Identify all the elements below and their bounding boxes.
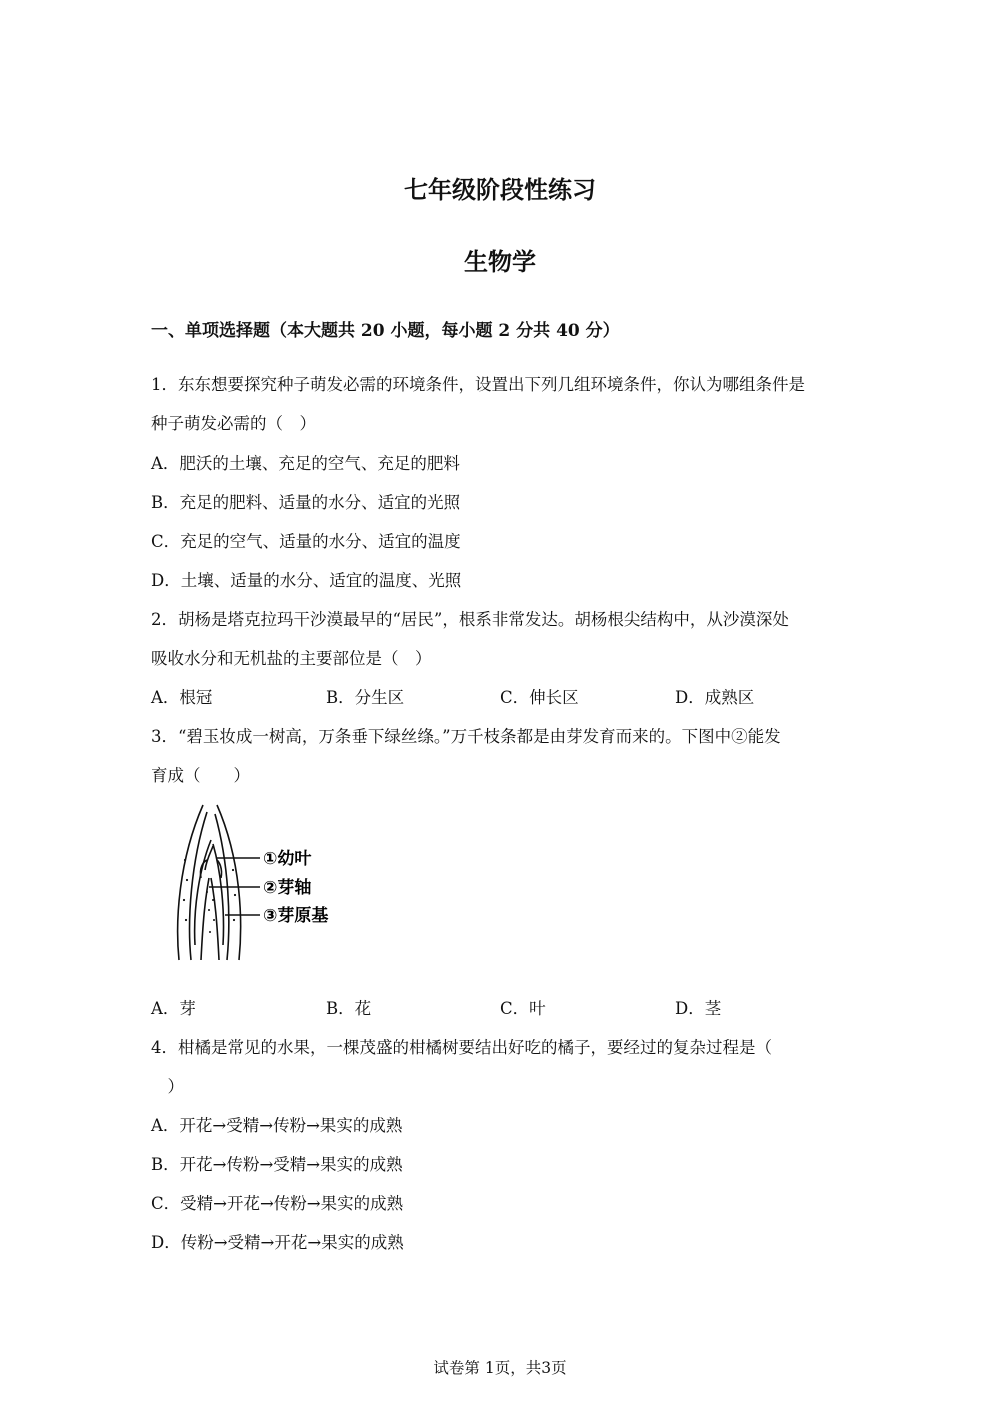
option-c: C．伸长区 [500, 688, 579, 707]
question-stem-line: 育成（ ） [151, 766, 250, 785]
figure-label-bud-primordium: ③芽原基 [263, 906, 329, 926]
option-d: D．传粉→受精→开花→果实的成熟 [151, 1233, 404, 1252]
option-d: D．土壤、适量的水分、适宜的温度、光照 [151, 571, 462, 590]
option-c: C．叶 [500, 999, 546, 1018]
question-stem-line: 2．胡杨是塔克拉玛干沙漠最早的“居民”，根系非常发达。胡杨根尖结构中，从沙漠深处 [151, 610, 789, 629]
section-heading: 一、单项选择题（本大题共 20 小题，每小题 2 分共 40 分） [151, 321, 620, 341]
option-b: B．分生区 [326, 688, 405, 707]
option-a: A．根冠 [151, 688, 213, 707]
option-c: C．受精→开花→传粉→果实的成熟 [151, 1194, 404, 1213]
option-b: B．开花→传粉→受精→果实的成熟 [151, 1155, 403, 1174]
question-stem-line: ） [151, 1077, 184, 1096]
option-a: A．开花→受精→传粉→果实的成熟 [151, 1116, 403, 1135]
page-footer: 试卷第 1页，共3页 [433, 1359, 567, 1377]
option-c: C．充足的空气、适量的水分、适宜的温度 [151, 532, 461, 551]
question-stem-line: 种子萌发必需的（ ） [151, 414, 316, 433]
option-a: A．肥沃的土壤、充足的空气、充足的肥料 [151, 454, 460, 473]
question-stem-line: 吸收水分和无机盐的主要部位是（ ） [151, 649, 432, 668]
question-stem-line: 3．“碧玉妆成一树高，万条垂下绿丝绦。”万千枝条都是由芽发育而来的。下图中②能发 [151, 727, 781, 746]
figure-label-bud-axis: ②芽轴 [263, 878, 312, 898]
bud-structure-figure [165, 800, 365, 965]
option-b: B．充足的肥料、适量的水分、适宜的光照 [151, 493, 461, 512]
option-d: D．茎 [675, 999, 722, 1018]
question-stem-line: 1．东东想要探究种子萌发必需的环境条件，设置出下列几组环境条件，你认为哪组条件是 [151, 375, 805, 394]
option-b: B．花 [326, 999, 372, 1018]
question-stem-line: 4．柑橘是常见的水果，一棵茂盛的柑橘树要结出好吃的橘子，要经过的复杂过程是（ [151, 1038, 772, 1057]
subject-title: 生物学 [464, 247, 536, 276]
option-a: A．芽 [151, 999, 196, 1018]
figure-label-young-leaf: ①幼叶 [263, 849, 312, 869]
exam-title: 七年级阶段性练习 [404, 175, 596, 204]
option-d: D．成熟区 [675, 688, 755, 707]
